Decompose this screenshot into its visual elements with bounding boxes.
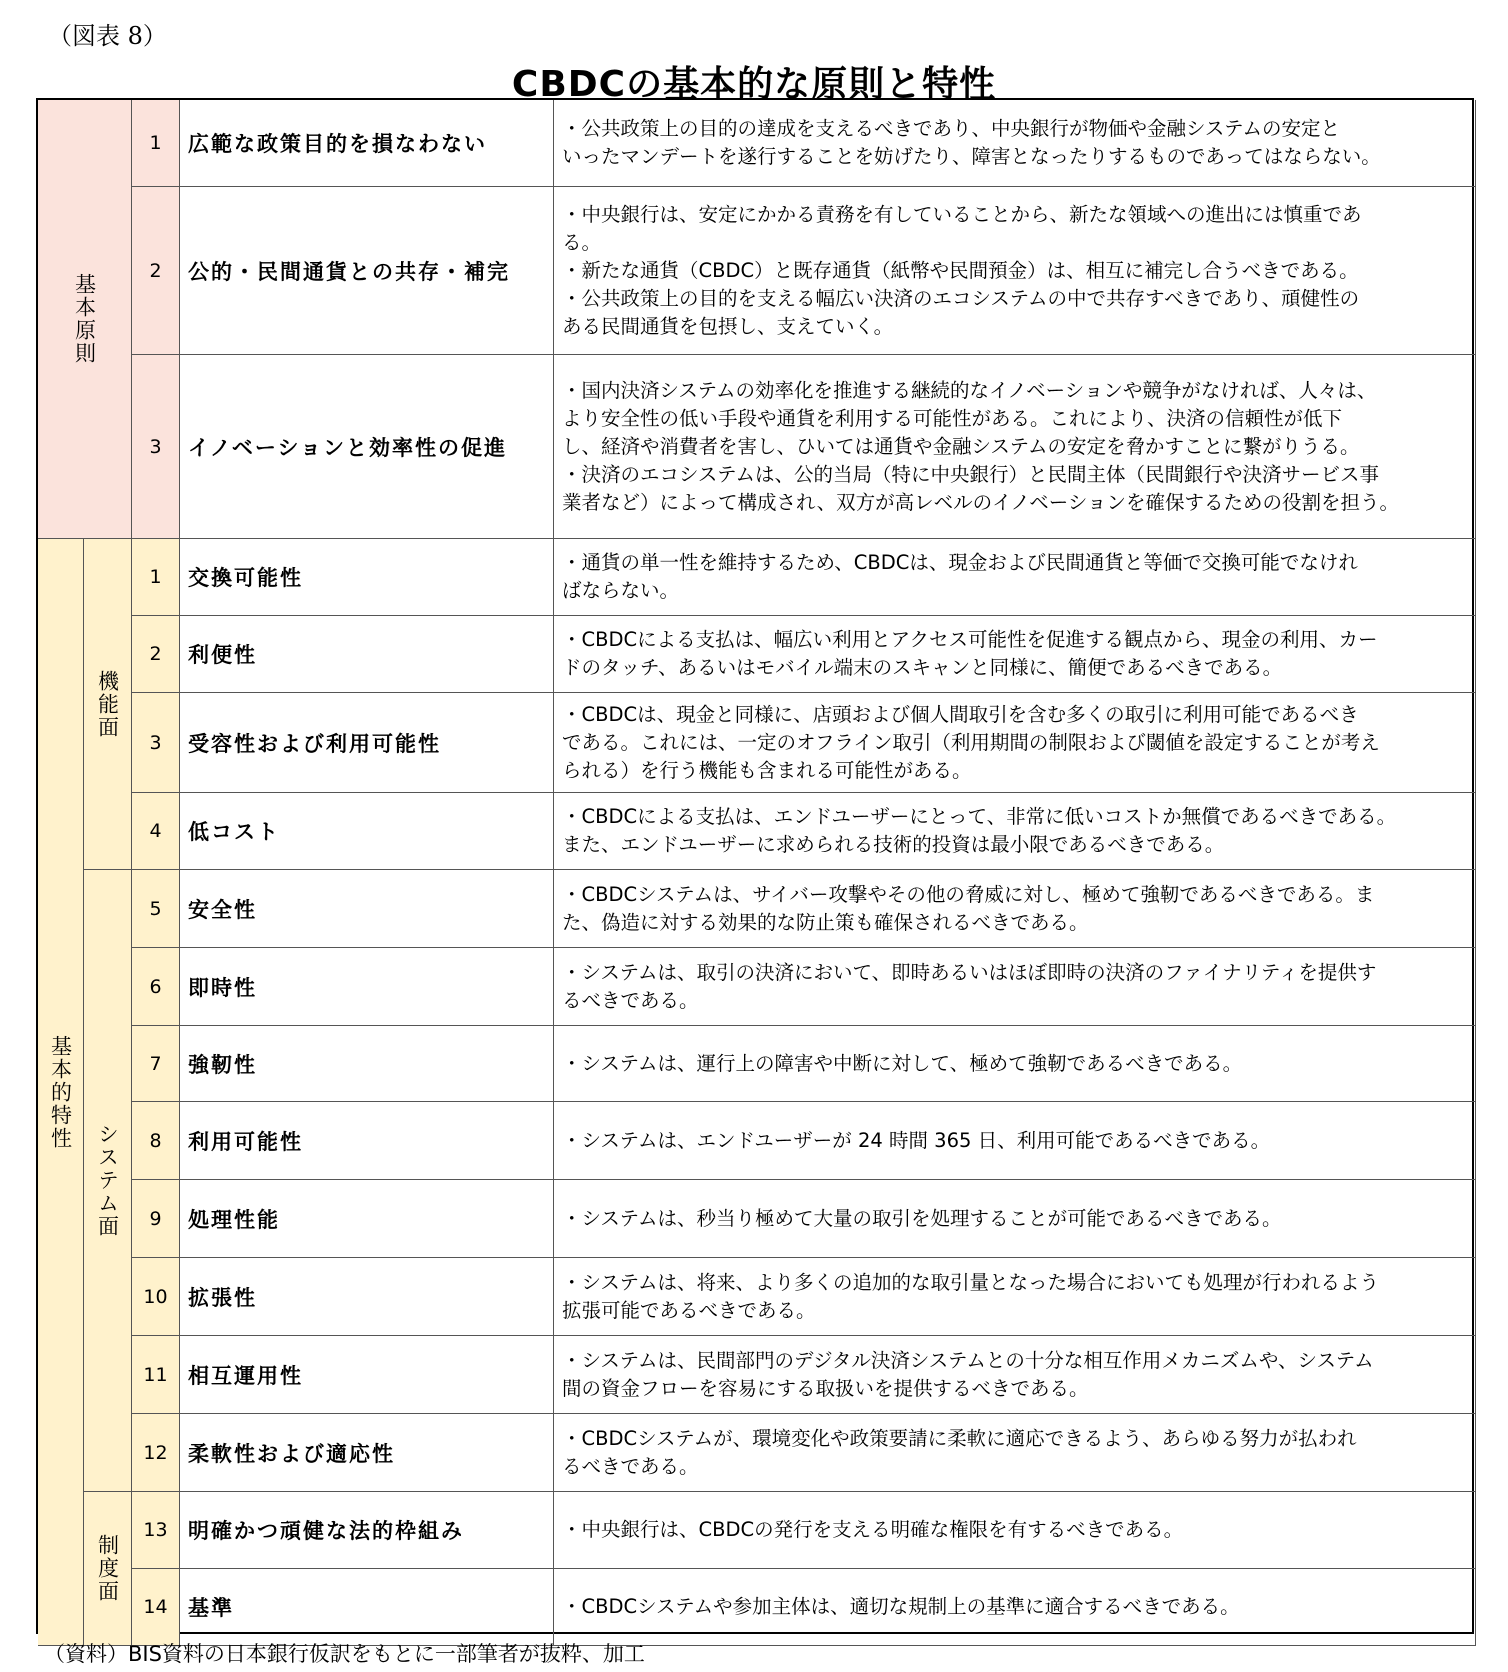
row-number: 10 [132, 1258, 180, 1336]
row-number: 1 [132, 539, 180, 616]
row-description: ・システムは、運行上の障害や中断に対して、極めて強靭であるべきである。 [554, 1026, 1476, 1102]
subgroup-functional-label: 機能面 [95, 669, 120, 739]
row-description: ・システムは、秒当り極めて大量の取引を処理することが可能であるべきである。 [554, 1180, 1476, 1258]
subgroup-system-label: システム面 [95, 1123, 120, 1238]
source-note: （資料）BIS資料の日本銀行仮訳をもとに一部筆者が抜粋、加工 [44, 1642, 645, 1666]
row-number: 12 [132, 1414, 180, 1492]
row-name: 相互運用性 [180, 1336, 554, 1414]
row-name: 広範な政策目的を損なわない [180, 100, 554, 187]
table-title: CBDCの基本的な原則と特性 [511, 64, 997, 105]
subgroup-functional [84, 539, 132, 870]
group-principles-label: 基本原則 [72, 273, 97, 365]
row-name: 拡張性 [180, 1258, 554, 1336]
group-characteristics [38, 539, 84, 1646]
row-number: 4 [132, 793, 180, 870]
row-name: 安全性 [180, 870, 554, 948]
subgroup-institutional [84, 1492, 132, 1646]
row-number: 7 [132, 1026, 180, 1102]
row-name: 明確かつ頑健な法的枠組み [180, 1492, 554, 1569]
row-description: ・CBDCシステムが、環境変化や政策要請に柔軟に適応できるよう、あらゆる努力が払われ るべきである。 [554, 1414, 1476, 1492]
row-name: 利用可能性 [180, 1102, 554, 1180]
row-name: 利便性 [180, 616, 554, 693]
row-name: 受容性および利用可能性 [180, 693, 554, 793]
row-name: 処理性能 [180, 1180, 554, 1258]
row-description: ・公共政策上の目的の達成を支えるべきであり、中央銀行が物価や金融システムの安定と いったマンデートを遂行することを妨げたり、障害となったりするものであってはならない。 [554, 100, 1476, 187]
subgroup-system [84, 870, 132, 1492]
row-name: 即時性 [180, 948, 554, 1026]
row-name: 基準 [180, 1569, 554, 1646]
row-description: ・CBDCは、現金と同様に、店頭および個人間取引を含む多くの取引に利用可能であるべき である。これには、一定のオフライン取引（利用期間の制限および閾値を設定することが考え られる）を行う機能も含まれる可能性がある。 [554, 693, 1476, 793]
subgroup-institutional-label: 制度面 [95, 1534, 120, 1603]
row-number: 2 [132, 616, 180, 693]
row-description: ・CBDCシステムは、サイバー攻撃やその他の脅威に対し、極めて強靭であるべきである。ま た、偽造に対する効果的な防止策も確保されるべきである。 [554, 870, 1476, 948]
row-description: ・中央銀行は、CBDCの発行を支える明確な権限を有するべきである。 [554, 1492, 1476, 1569]
row-name: 公的・民間通貨との共存・補完 [180, 187, 554, 355]
row-description: ・システムは、取引の決済において、即時あるいはほぼ即時の決済のファイナリティを提供す るべきである。 [554, 948, 1476, 1026]
row-number: 3 [132, 693, 180, 793]
row-name: 低コスト [180, 793, 554, 870]
cbdc-principles-table [36, 98, 1474, 1634]
row-number: 1 [132, 100, 180, 187]
row-number: 5 [132, 870, 180, 948]
row-description: ・CBDCシステムや参加主体は、適切な規制上の基準に適合するべきである。 [554, 1569, 1476, 1646]
row-number: 14 [132, 1569, 180, 1646]
row-name: イノベーションと効率性の促進 [180, 355, 554, 539]
group-principles [38, 100, 132, 539]
row-number: 2 [132, 187, 180, 355]
group-characteristics-label: 基本的特性 [48, 1034, 73, 1150]
row-number: 6 [132, 948, 180, 1026]
row-description: ・システムは、将来、より多くの追加的な取引量となった場合においても処理が行われるよう 拡張可能であるべきである。 [554, 1258, 1476, 1336]
row-number: 8 [132, 1102, 180, 1180]
row-description: ・通貨の単一性を維持するため、CBDCは、現金および民間通貨と等価で交換可能でなけれ ばならない。 [554, 539, 1476, 616]
row-description: ・CBDCによる支払は、エンドユーザーにとって、非常に低いコストか無償であるべきである。 また、エンドユーザーに求められる技術的投資は最小限であるべきである。 [554, 793, 1476, 870]
row-description: ・システムは、エンドユーザーが 24 時間 365 日、利用可能であるべきである。 [554, 1102, 1476, 1180]
row-number: 9 [132, 1180, 180, 1258]
row-number: 11 [132, 1336, 180, 1414]
row-number: 3 [132, 355, 180, 539]
row-name: 強靭性 [180, 1026, 554, 1102]
row-description: ・中央銀行は、安定にかかる責務を有していることから、新たな領域への進出には慎重であ る。 ・新たな通貨（CBDC）と既存通貨（紙幣や民間預金）は、相互に補完し合うべきである。 ・公共政策上の目的を支える幅広い決済のエコシステムの中で共存すべきであり、頑健性の ある民間通貨を包摂し、支えていく。 [554, 187, 1476, 355]
row-number: 13 [132, 1492, 180, 1569]
figure-label: （図表 8） [48, 22, 167, 50]
row-name: 柔軟性および適応性 [180, 1414, 554, 1492]
row-description: ・CBDCによる支払は、幅広い利用とアクセス可能性を促進する観点から、現金の利用、カー ドのタッチ、あるいはモバイル端末のスキャンと同様に、簡便であるべきである。 [554, 616, 1476, 693]
row-description: ・システムは、民間部門のデジタル決済システムとの十分な相互作用メカニズムや、システム 間の資金フローを容易にする取扱いを提供するべきである。 [554, 1336, 1476, 1414]
row-name: 交換可能性 [180, 539, 554, 616]
row-description: ・国内決済システムの効率化を推進する継続的なイノベーションや競争がなければ、人々は、 より安全性の低い手段や通貨を利用する可能性がある。これにより、決済の信頼性が低下 し、経済や消費者を害し、ひいては通貨や金融システムの安定を脅かすことに繋がりうる。 ・決済のエコシステムは、公的当局（特に中央銀行）と民間主体（民間銀行や決済サービス事 業者など）によって構成され、双方が高レベルのイノベーションを確保するための役割を担う。 [554, 355, 1476, 539]
